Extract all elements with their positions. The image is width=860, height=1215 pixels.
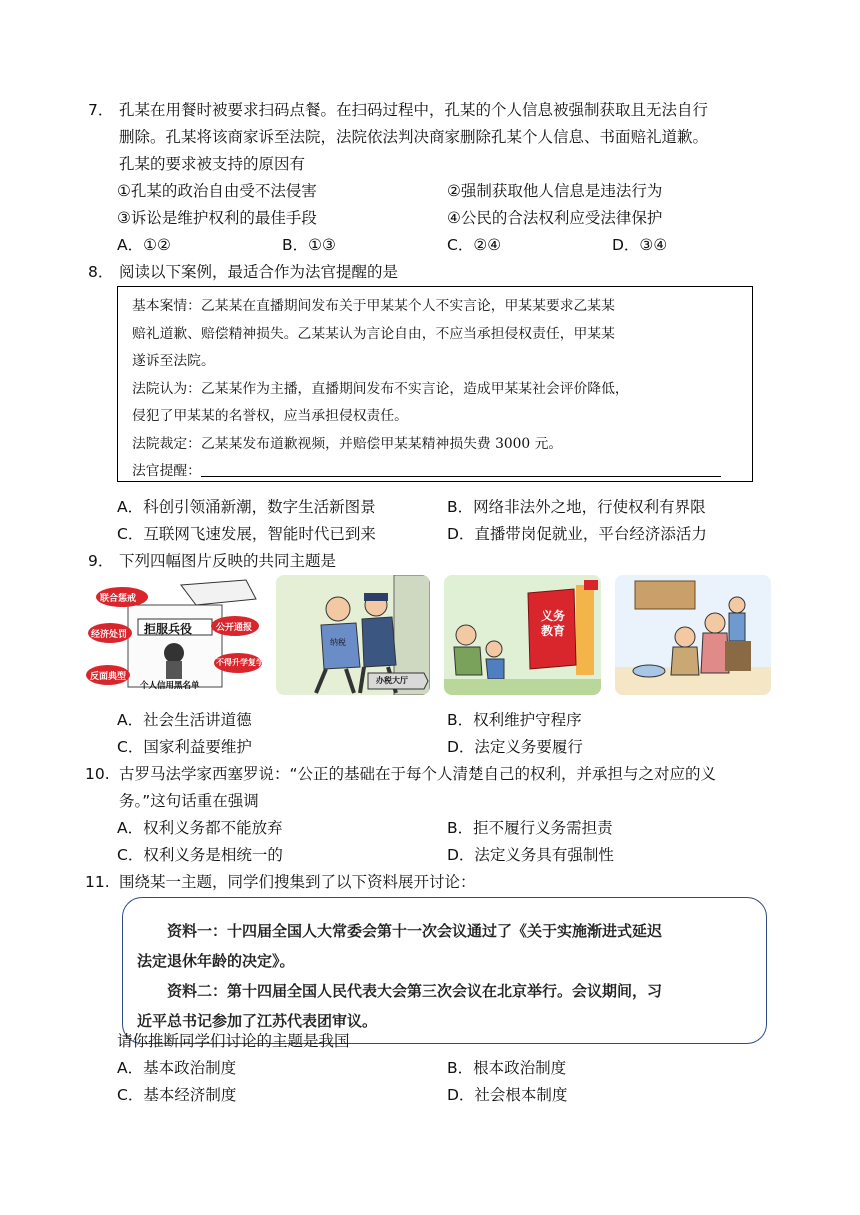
case-box (117, 286, 753, 482)
statement-1: ①孔某的政治自由受不法侵害 (117, 182, 317, 200)
option-c[interactable]: C．基本经济制度 (117, 1086, 237, 1104)
stem-line: 孔某在用餐时被要求扫码点餐。在扫码过程中，孔某的个人信息被强制获取且无法自行 (119, 101, 709, 119)
tag-label: 纳税 (330, 638, 346, 647)
option-b[interactable]: B．网络非法外之地，行使权利有界限 (447, 498, 706, 516)
option-c[interactable]: C．②④ (447, 236, 502, 254)
picture-tax-evasion (276, 575, 430, 695)
picture-credit-blacklist (86, 575, 264, 695)
bubble-label: 经济处罚 (91, 630, 128, 640)
question-stem (119, 97, 779, 178)
option-d[interactable]: D．法定义务具有强制性 (447, 846, 614, 864)
material-line: 法定退休年龄的决定》。 (137, 952, 295, 970)
option-d[interactable]: D．社会根本制度 (447, 1086, 568, 1104)
option-c[interactable]: C．权利义务是相统一的 (117, 846, 283, 864)
case-line: 遂诉至法院。 (132, 353, 215, 369)
option-b[interactable]: B．①③ (282, 236, 336, 254)
question-number: 7． (88, 101, 114, 119)
case-line: 侵犯了甲某某的名誉权，应当承担侵权责任。 (132, 408, 408, 424)
book-title: 义务教育 (540, 609, 565, 638)
option-a[interactable]: A．①② (117, 236, 171, 254)
bubble-label: 不得升学复学 (216, 658, 264, 667)
materials-box (122, 897, 767, 1044)
case-line: 基本案情：乙某某在直播期间发布关于甲某某个人不实言论，甲某某要求乙某某 (132, 298, 615, 314)
question-number: 11. (85, 873, 110, 891)
question-stem: 围绕某一主题，同学们搜集到了以下资料展开讨论： (119, 873, 476, 891)
family-illustration (615, 575, 771, 695)
question-11 (85, 869, 779, 896)
option-a[interactable]: A．科创引领涌新潮，数字生活新图景 (117, 498, 376, 516)
question-number: 10. (85, 765, 110, 783)
option-d[interactable]: D．法定义务要履行 (447, 738, 583, 756)
question-9 (88, 548, 779, 575)
question-number: 9． (88, 552, 114, 570)
blacklist-label: 个人信用黑名单 (140, 681, 200, 691)
question-7 (88, 97, 779, 178)
question-stem: 阅读以下案例，最适合作为法官提醒的是 (119, 263, 399, 281)
option-d[interactable]: D．直播带岗促就业，平台经济添活力 (447, 525, 707, 543)
answer-blank[interactable] (201, 460, 721, 477)
option-c[interactable]: C．互联网飞速发展，智能时代已到来 (117, 525, 376, 543)
option-b[interactable]: B．拒不履行义务需担责 (447, 819, 613, 837)
option-b[interactable]: B．权利维护守程序 (447, 711, 582, 729)
option-a[interactable]: A．权利义务都不能放弃 (117, 819, 283, 837)
option-c[interactable]: C．国家利益要维护 (117, 738, 252, 756)
material-line: 资料二：第十四届全国人民代表大会第三次会议在北京举行。会议期间，习 (137, 982, 663, 1000)
sign-label: 拒服兵役 (144, 622, 193, 636)
bubble-label: 公开通报 (216, 623, 253, 633)
education-illustration (444, 575, 601, 695)
question-stem: 下列四幅图片反映的共同主题是 (119, 552, 337, 570)
bubble-label: 联合惩戒 (100, 594, 137, 604)
case-line: 法院认为：乙某某作为主播，直播期间发布不实言论，造成甲某某社会评价降低， (132, 380, 629, 397)
statement-3: ③诉讼是维护权利的最佳手段 (117, 209, 317, 227)
question-number: 8． (88, 263, 114, 281)
question-prompt: 请你推断同学们讨论的主题是我国 (117, 1032, 350, 1050)
stem-line: 古罗马法学家西塞罗说：“公正的基础在于每个人清楚自己的权利，并承担与之对应的义 (119, 765, 717, 783)
statement-4: ④公民的合法权利应受法律保护 (447, 209, 663, 227)
bubble-label: 反面典型 (90, 672, 127, 682)
judge-reminder (132, 458, 740, 486)
question-10 (85, 761, 779, 815)
question-stem (119, 761, 779, 815)
case-line: 赔礼道歉、赔偿精神损失。乙某某认为言论自由，不应当承担侵权责任，甲某某 (132, 325, 615, 342)
statement-2: ②强制获取他人信息是违法行为 (447, 182, 663, 200)
option-a[interactable]: A．基本政治制度 (117, 1059, 237, 1077)
stem-line: 孔某的要求被支持的原因有 (119, 155, 306, 173)
option-d[interactable]: D．③④ (612, 236, 668, 254)
material-line: 近平总书记参加了江苏代表团审议。 (137, 1012, 378, 1030)
option-a[interactable]: A．社会生活讲道德 (117, 711, 252, 729)
reminder-label: 法官提醒： (132, 463, 201, 479)
question-8 (88, 259, 779, 286)
case-line: 法院裁定：乙某某发布道歉视频，并赔偿甲某某精神损失费 3000 元。 (132, 435, 563, 452)
stem-line: 删除。孔某将该商家诉至法院，法院依法判决商家删除孔某个人信息、书面赔礼道歉。 (119, 128, 709, 146)
option-b[interactable]: B．根本政治制度 (447, 1059, 567, 1077)
stem-line: 务。”这句话重在强调 (119, 792, 259, 810)
picture-family-care (615, 575, 771, 695)
tag-label: 办税大厅 (376, 676, 408, 685)
material-line: 资料一：十四届全国人大常委会第十一次会议通过了《关于实施渐进式延迟 (137, 922, 663, 940)
picture-compulsory-education (444, 575, 601, 695)
